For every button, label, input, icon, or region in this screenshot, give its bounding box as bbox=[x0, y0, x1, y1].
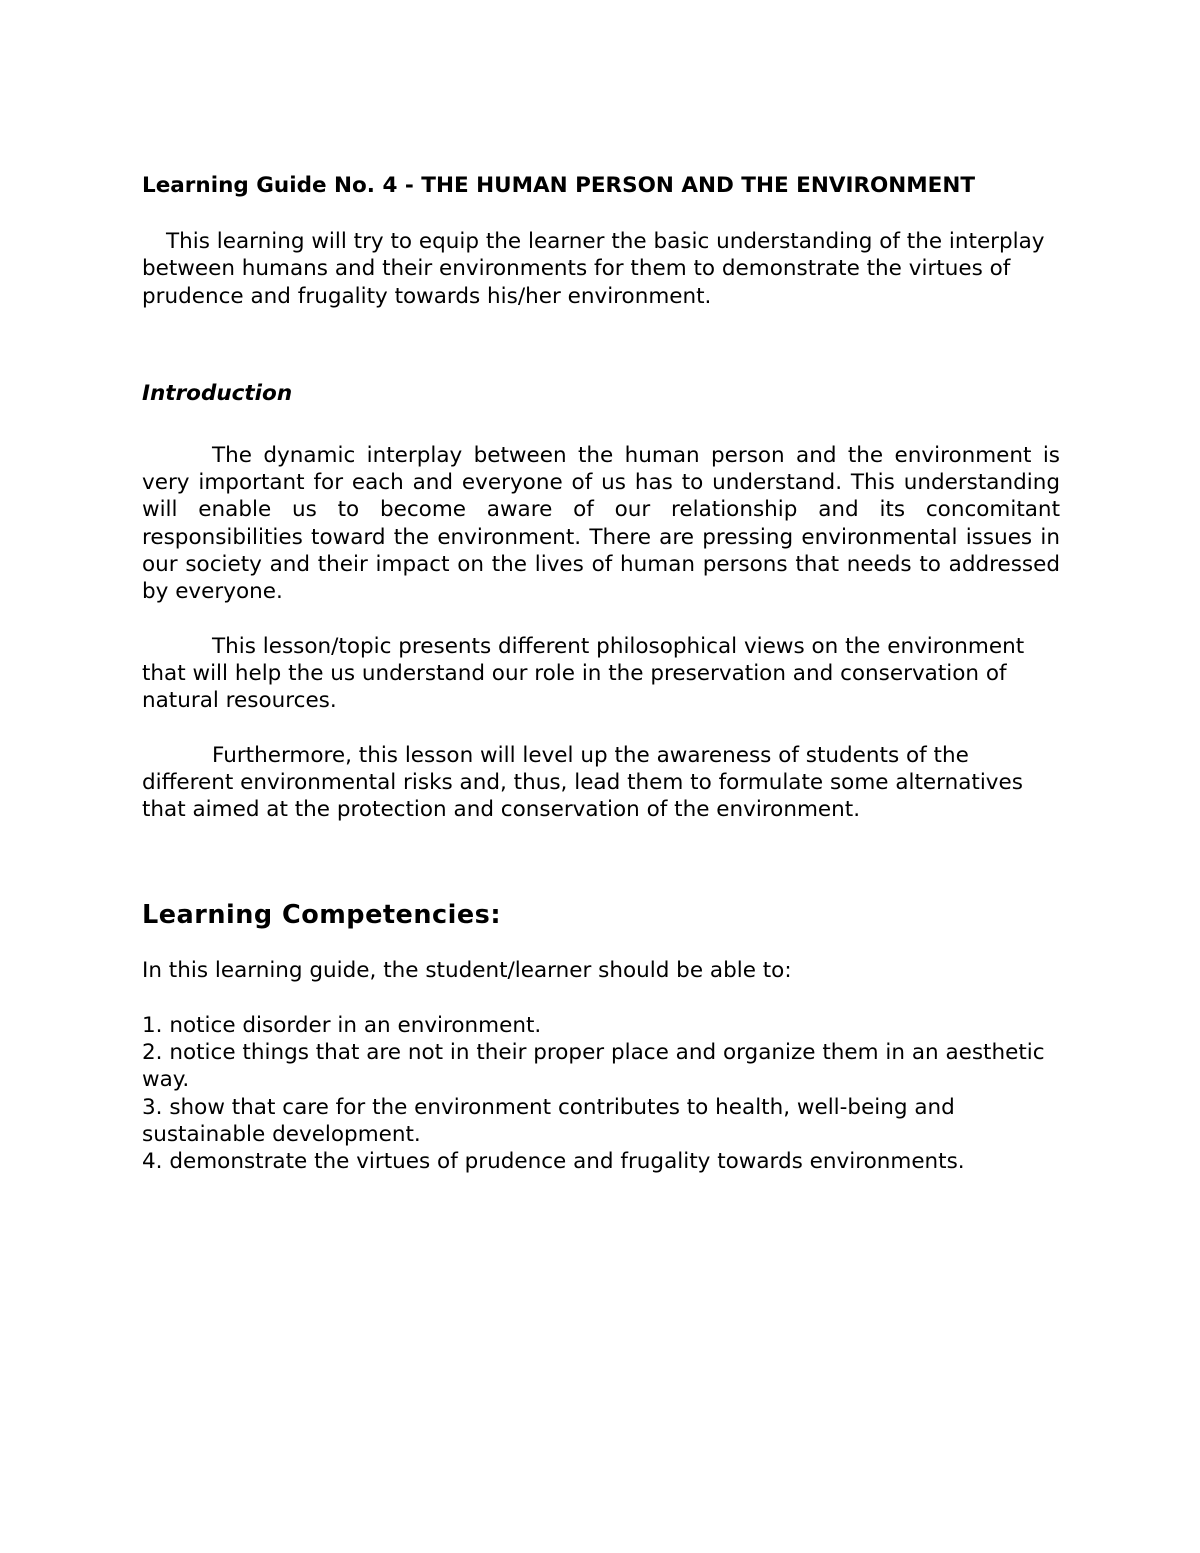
competency-item: 4. demonstrate the virtues of prudence and frugality towards environments. bbox=[142, 1149, 965, 1175]
summary-paragraph: This learning will try to equip the learner the basic understanding of the interplay between humans and their environments for them to demonstrate the virtues of prudence and frugality towards his/her environment. bbox=[142, 229, 1045, 309]
introduction-paragraph: This lesson/topic presents different philosophical views on the environment that will help the us understand our role in the preservation and conservation of natural resources. bbox=[142, 633, 1025, 714]
competency-item: 2. notice things that are not in their proper place and organize them in an aesthetic way. bbox=[142, 1040, 1045, 1093]
competencies-list bbox=[142, 1012, 1060, 1176]
document-body bbox=[142, 172, 1060, 1176]
competency-item: 1. notice disorder in an environment. bbox=[142, 1012, 542, 1038]
competencies-heading: Learning Competencies: bbox=[142, 900, 502, 931]
introduction-heading: Introduction bbox=[142, 380, 293, 406]
introduction-paragraph: The dynamic interplay between the human person and the environment is very important for each and everyone of us has to understand. This understanding will enable us to become aware of our relationship and its concomitant responsibilities toward the environment. There are pressing environmental issues in our society and their impact on the lives of human persons that needs to addressed by everyone. bbox=[142, 442, 1060, 605]
document-title: Learning Guide No. 4 - THE HUMAN PERSON AND THE ENVIRONMENT bbox=[142, 173, 976, 198]
competencies-lead: In this learning guide, the student/learner should be able to: bbox=[142, 958, 792, 984]
competency-item: 3. show that care for the environment contributes to health, well-being and sustainable development. bbox=[142, 1094, 955, 1147]
introduction-paragraph: Furthermore, this lesson will level up the awareness of students of the different environmental risks and, thus, lead them to formulate some alternatives that aimed at the protection and conservation of the environment. bbox=[142, 742, 1023, 823]
